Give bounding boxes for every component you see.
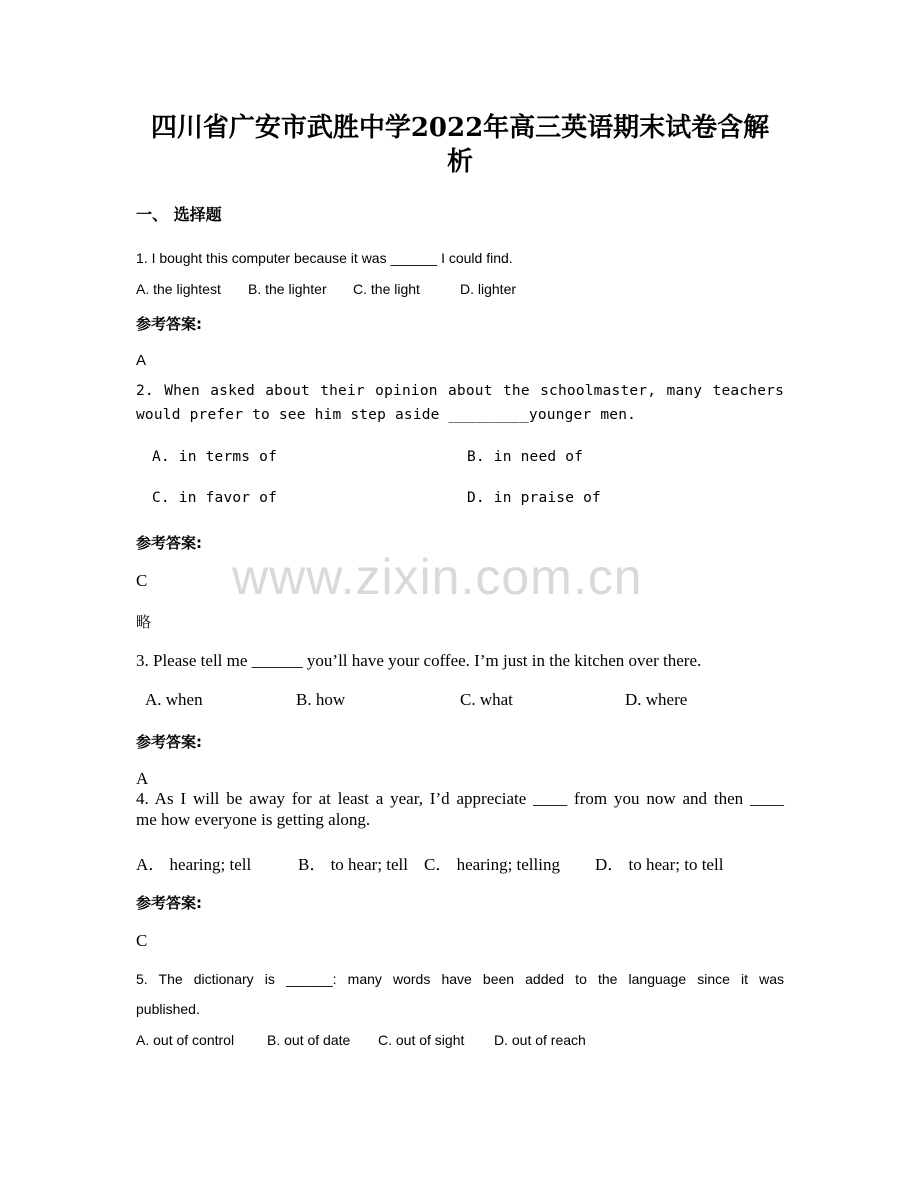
question-5-option-a: A. out of control <box>136 1032 235 1048</box>
doc-title-line-1: 四川省广安市武胜中学2022年高三英语期末试卷含解 <box>150 113 770 143</box>
question-5-text-line-2: published. <box>136 1001 200 1017</box>
question-4-option-d: D． to hear; to tell <box>595 855 724 874</box>
question-5-option-c: C. out of sight <box>378 1032 465 1048</box>
question-2-explanation: 略 <box>136 613 152 631</box>
question-3-option-b: B. how <box>296 690 346 709</box>
question-1-option-a: A. the lightest <box>136 281 221 297</box>
question-3-option-a: A. when <box>145 690 203 709</box>
question-4-option-b: B． to hear; tell <box>298 855 409 874</box>
doc-title-line-2: 析 <box>446 147 473 177</box>
question-4-text-line-2: me how everyone is getting along. <box>136 810 371 829</box>
question-2-text-line-1: 2. When asked about their opinion about the schoolmaster, many teachers <box>136 383 784 399</box>
question-2-option-c: C. in favor of <box>152 490 278 506</box>
question-3-text: 3. Please tell me ______ you’ll have your coffee. I’m just in the kitchen over there. <box>136 651 702 670</box>
question-3-answer: A <box>136 769 149 788</box>
question-4-option-a: A． hearing; tell <box>136 855 252 874</box>
watermark: www.zixin.com.cn <box>232 549 643 605</box>
question-3-answer-label: 参考答案: <box>136 733 202 751</box>
question-2-answer: C <box>136 571 148 590</box>
question-2-option-d: D. in praise of <box>467 490 601 506</box>
question-1-answer: A <box>136 352 147 369</box>
question-2-text-line-2: would prefer to see him step aside _________younger men. <box>136 407 637 423</box>
question-2-option-b: B. in need of <box>467 449 584 465</box>
question-1-text: 1. I bought this computer because it was ______ I could find. <box>136 250 513 266</box>
question-3-option-c: C. what <box>460 690 513 709</box>
question-5-text-line-1: 5. The dictionary is ______: many words have been added to the language since it was <box>136 971 784 987</box>
question-1-option-b: B. the lighter <box>248 281 327 297</box>
question-1-option-d: D. lighter <box>460 281 517 297</box>
question-4-answer: C <box>136 931 148 950</box>
question-2-answer-label: 参考答案: <box>136 534 202 552</box>
question-5-option-d: D. out of reach <box>494 1032 586 1048</box>
question-1-option-c: C. the light <box>353 281 420 297</box>
question-4-answer-label: 参考答案: <box>136 894 202 912</box>
question-4-option-c: C． hearing; telling <box>424 855 560 874</box>
section-heading: 一、 选择题 <box>136 205 222 224</box>
question-2-option-a: A. in terms of <box>152 449 278 465</box>
question-3-option-d: D. where <box>625 690 688 709</box>
question-5-option-b: B. out of date <box>267 1032 351 1048</box>
question-1-answer-label: 参考答案: <box>136 315 202 333</box>
question-4-text-line-1: 4. As I will be away for at least a year, I’d appreciate ____ from you now and then ____ <box>136 789 784 808</box>
